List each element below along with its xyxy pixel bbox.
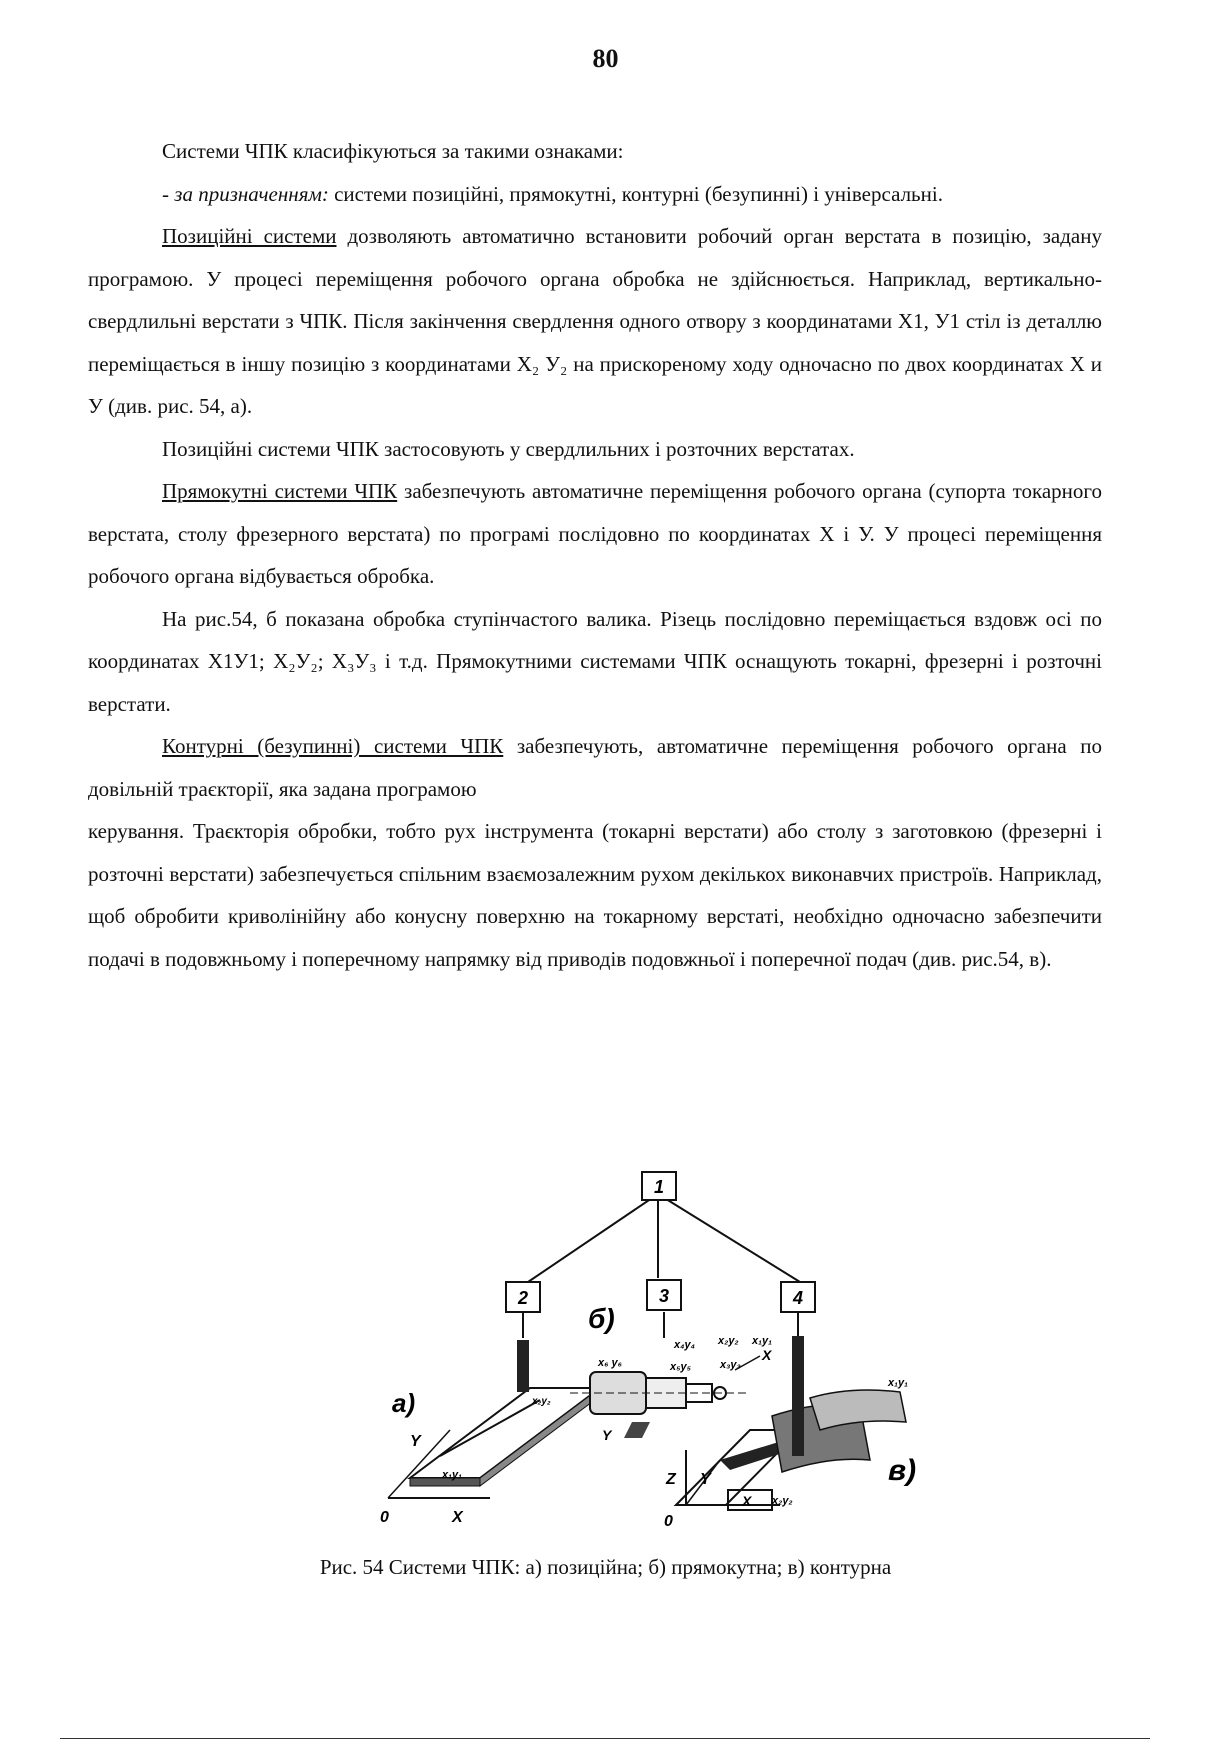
paragraph-2 <box>88 173 1102 216</box>
paragraph-6: На рис.54, б показана обробка ступінчастого валика. Різець послідовно переміщається вздовж осі по координатах X1У1; X₂У₂; X₃У₃ і т.д. Прямокутними системами ЧПК оснащують токарні, фрезерні і розточні верстати. <box>88 606 1102 716</box>
body-text <box>88 130 1102 980</box>
page-number: 80 <box>592 44 619 73</box>
label-x2y2-c: x₂y₂ <box>772 1495 793 1507</box>
box-1-label: 1 <box>653 1177 665 1197</box>
rectangular-system-drawing <box>570 1303 773 1443</box>
footer-rule <box>60 1738 1150 1739</box>
term-positional: Позиційні системи <box>162 224 337 248</box>
label-x-a: X <box>452 1509 463 1526</box>
box-4-label: 4 <box>792 1288 804 1308</box>
label-x1y1-c: x₁y₁ <box>888 1377 908 1389</box>
control-box-2 <box>506 1282 540 1312</box>
figure-drawing <box>380 1160 940 1540</box>
paragraph-4: Позиційні системи ЧПК застосовують у свердлильних і розточних верстатах. <box>162 436 855 461</box>
control-box-4 <box>781 1282 815 1312</box>
italic-term: за призначенням: <box>174 181 329 206</box>
label-y-b: Y <box>602 1427 612 1443</box>
label-x2y2-a: x₂y₂ <box>532 1396 551 1407</box>
label-c: в) <box>888 1454 917 1487</box>
paragraph-3 <box>88 215 1102 428</box>
figure-caption: Рис. 54 Системи ЧПК: а) позиційна; б) прямокутна; в) контурна <box>319 1555 892 1579</box>
label-x-b: X <box>762 1347 772 1363</box>
label-x3y3: x₃y₃ <box>720 1359 741 1371</box>
label-x6y6: x₆ y₆ <box>598 1357 623 1369</box>
label-x2y2-b: x₂y₂ <box>718 1335 739 1347</box>
paragraph-2-text: системи позиційні, прямокутні, контурні (безупинні) і універсальні. <box>328 181 943 206</box>
label-b: б) <box>588 1303 615 1334</box>
paragraph-7-text: забезпечують, автоматичне переміщення робочого органа по довільній траєкторії, яка задана програмою <box>88 734 1102 801</box>
paragraph-1: Системи ЧПК класифікуються за такими ознаками: <box>162 139 624 163</box>
label-y-c: Y <box>700 1471 711 1488</box>
paragraph-8: керування. Траєкторія обробки, тобто рух інструмента (токарні верстати) або столу з заготовкою (фрезерні і розточні верстати) забезпечується спільним взаємозалежним рухом декількох виконавчих пристроїв. Наприклад, щоб обробити криволінійну або конусну поверхню на токарному верстаті, необхідно одночасно забезпечити подачі в подовжньому і поперечному напрямку від приводів подовжньої і поперечної подач (див. рис.54, в). <box>88 819 1102 971</box>
box-2-label: 2 <box>517 1288 529 1308</box>
label-a: а) <box>392 1388 416 1418</box>
paragraph-5-text: забезпечують автоматичне переміщення робочого органа (супорта токарного верстата, столу фрезерного верстата) по програмі послідовно по координатах X і У. У процесі переміщення робочого органа відбувається обробка. <box>88 479 1103 588</box>
paragraph-7 <box>88 725 1102 810</box>
label-x5y5: x₅y₅ <box>670 1361 691 1373</box>
label-origin-a: 0 <box>380 1509 389 1526</box>
label-x1y1-b: x₁y₁ <box>752 1335 772 1347</box>
label-z: Z <box>666 1471 676 1488</box>
paragraph-5 <box>88 470 1102 598</box>
control-box-1 <box>642 1172 676 1200</box>
label-origin-c: 0 <box>664 1513 673 1530</box>
figure-cnc-systems <box>380 1160 940 1540</box>
box-3-label: 3 <box>658 1286 670 1306</box>
term-contour: Контурні (безупинні) системи ЧПК <box>162 734 504 758</box>
label-x1y1-a: x₁y₁ <box>442 1469 462 1481</box>
positional-system-drawing <box>380 1340 600 1526</box>
control-box-3 <box>647 1280 681 1310</box>
term-rectangular: Прямокутні системи ЧПК <box>162 479 398 503</box>
label-x-c: X <box>742 1493 752 1509</box>
contour-system-drawing <box>664 1336 916 1530</box>
paragraph-3-text: дозволяють автоматично встановити робочий орган верстата в позицію, задану програмою. У процесі переміщення робочого органа обробка не здійснюється. Наприклад, вертикально-свердлильні верстати з ЧПК. Після закінчення свердлення одного отвору з координатами X1, У1 стіл із деталлю переміщається в іншу позицію з координатами X₂ У₂ на прискореному ходу одночасно по двох координатах X и У (див. рис. 54, а). <box>88 224 1102 418</box>
label-y-a: Y <box>410 1433 421 1450</box>
list-dash: - <box>162 181 169 206</box>
label-x4y4: x₄y₄ <box>674 1339 696 1351</box>
